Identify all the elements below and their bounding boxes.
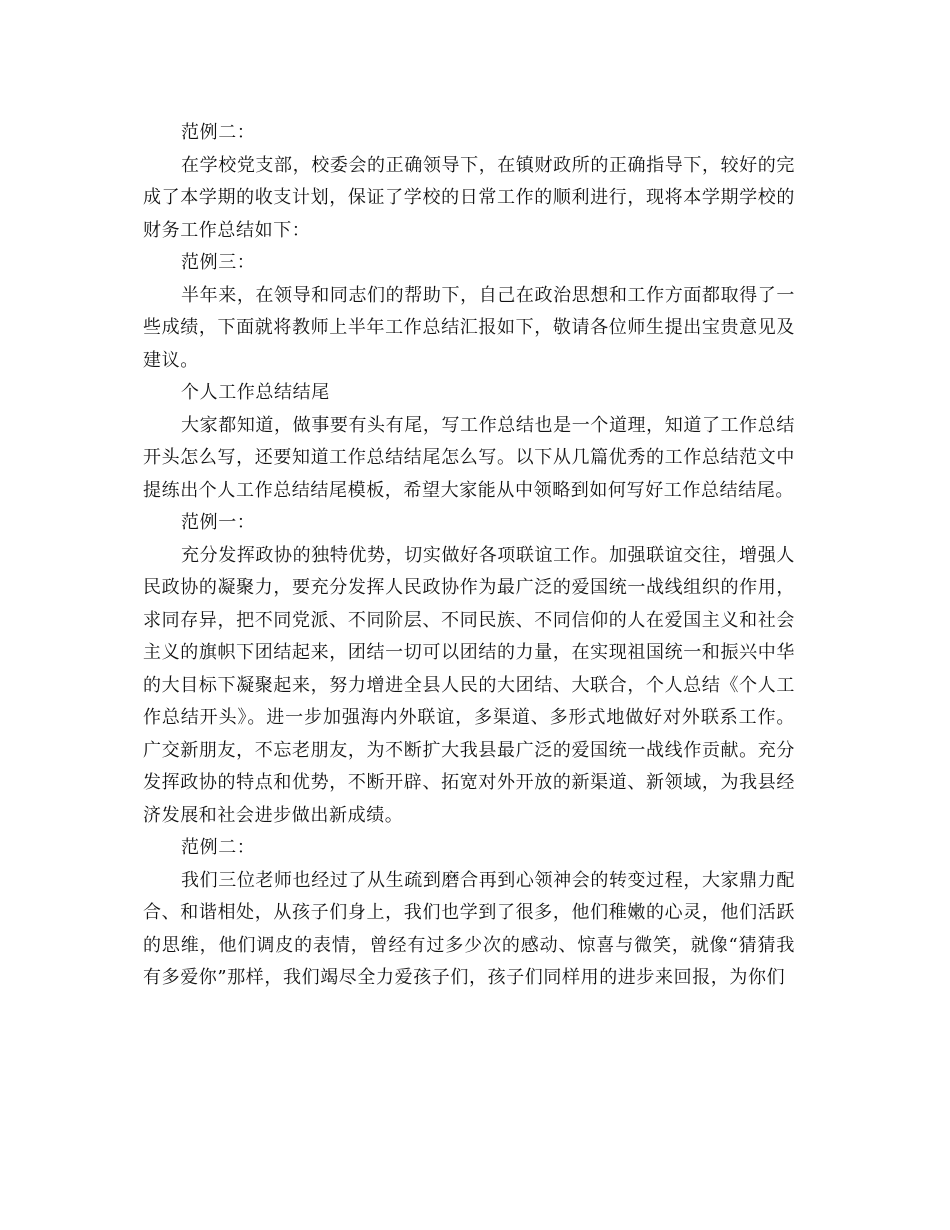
paragraph-teachers: 我们三位老师也经过了从生疏到磨合再到心领神会的转变过程，大家鼎力配合、和谐相处，从孩子们身上，我们也学到了很多，他们稚嫩的心灵，他们活跃的思维，他们调皮的表情，曾经有过多少次的感动、惊喜与微笑，就像“猜猜我有多爱你”那样，我们竭尽全力爱孩子们，孩子们同样用的进步来回报，为你们 [143,869,795,988]
heading-example-2: 范例二： [181,122,256,143]
document-page [143,117,795,995]
paragraph-half-year: 半年来，在领导和同志们的帮助下，自己在政治思想和工作方面都取得了一些成绩，下面就将教师上半年工作总结汇报如下，敬请各位师生提出宝贵意见及建议。 [143,284,795,371]
heading-example-1: 范例一： [181,512,256,533]
heading-example-3: 范例三： [181,252,256,273]
paragraph-ending-intro: 大家都知道，做事要有头有尾，写工作总结也是一个道理，知道了工作总结开头怎么写，还要知道工作总结结尾怎么写。以下从几篇优秀的工作总结范文中提练出个人工作总结结尾模板，希望大家能从中领略到如何写好工作总结结尾。 [143,414,795,501]
paragraph-finance-summary: 在学校党支部，校委会的正确领导下，在镇财政所的正确指导下，较好的完成了本学期的收支计划，保证了学校的日常工作的顺利进行，现将本学期学校的财务工作总结如下： [143,154,795,241]
section-title-ending: 个人工作总结结尾 [181,382,330,403]
heading-example-2b: 范例二： [181,837,256,858]
paragraph-cppcc: 充分发挥政协的独特优势，切实做好各项联谊工作。加强联谊交往，增强人民政协的凝聚力，要充分发挥人民政协作为最广泛的爱国统一战线组织的作用，求同存异，把不同党派、不同阶层、不同民族、不同信仰的人在爱国主义和社会主义的旗帜下团结起来，团结一切可以团结的力量，在实现祖国统一和振兴中华的大目标下凝聚起来，努力增进全县人民的大团结、大联合，个人总结《个人工作总结开头》。进一步加强海内外联谊，多渠道、多形式地做好对外联系工作。广交新朋友，不忘老朋友，为不断扩大我县最广泛的爱国统一战线作贡献。充分发挥政协的特点和优势，不断开辟、拓宽对外开放的新渠道、新领域，为我县经济发展和社会进步做出新成绩。 [143,544,795,826]
